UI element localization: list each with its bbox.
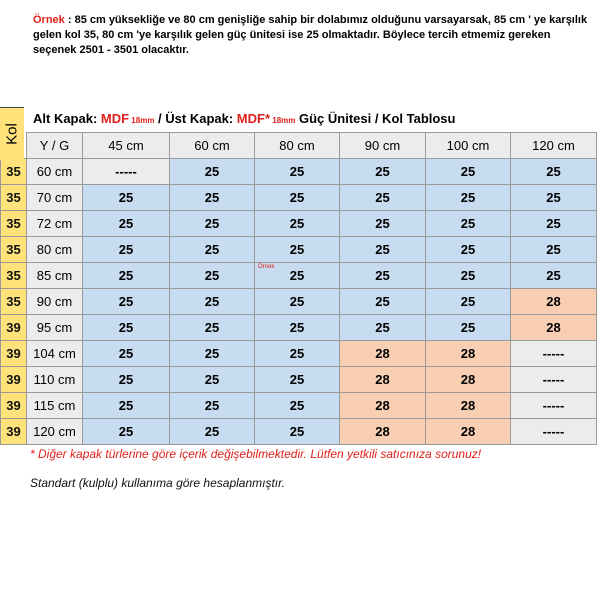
table-row (1, 185, 597, 211)
power-unit-cell: 25 (255, 237, 340, 263)
height-label: 72 cm (27, 211, 83, 237)
power-unit-cell: 25 (511, 159, 597, 185)
table-row (1, 419, 597, 445)
power-unit-cell: 25 (340, 315, 426, 341)
power-unit-cell: 25 (255, 289, 340, 315)
power-unit-cell: 25 (255, 315, 340, 341)
power-unit-cell: 25 (83, 367, 170, 393)
power-unit-cell: 25 (83, 393, 170, 419)
height-label: 85 cm (27, 263, 83, 289)
power-unit-cell: 28 (340, 367, 426, 393)
power-unit-cell: 25 (511, 237, 597, 263)
power-unit-cell: 25 (170, 289, 255, 315)
power-unit-cell: 25 (170, 263, 255, 289)
kol-value: 35 (1, 237, 27, 263)
power-unit-cell: 25 (170, 159, 255, 185)
power-unit-cell: 25 (340, 289, 426, 315)
title-alt-material: MDF (100, 111, 130, 126)
power-unit-cell: 28 (426, 341, 511, 367)
power-unit-cell: 25 (83, 315, 170, 341)
table-row (1, 159, 597, 185)
kol-value: 35 (1, 289, 27, 315)
kol-value: 35 (1, 211, 27, 237)
power-unit-cell: 25 (83, 237, 170, 263)
kol-value: 39 (1, 341, 27, 367)
column-header: 45 cm (83, 133, 170, 159)
power-unit-cell: 25 (83, 341, 170, 367)
power-unit-cell: 25 (83, 289, 170, 315)
power-unit-cell: 25 (255, 341, 340, 367)
power-unit-cell: 25 (255, 263, 340, 289)
disclaimer-note: * Diğer kapak türlerine göre içerik değişebilmektedir. Lütfen yetkili satıcınıza sorunuz! (30, 447, 482, 461)
power-unit-cell: 28 (511, 289, 597, 315)
power-unit-cell: 25 (426, 211, 511, 237)
power-unit-cell: 25 (170, 393, 255, 419)
power-unit-cell: 25 (170, 211, 255, 237)
height-label: 60 cm (27, 159, 83, 185)
power-unit-cell: 25 (340, 159, 426, 185)
column-header: 90 cm (340, 133, 426, 159)
power-unit-cell: 25 (426, 159, 511, 185)
kol-value: 39 (1, 419, 27, 445)
kol-value: 35 (1, 159, 27, 185)
table-row (1, 393, 597, 419)
power-unit-cell: ----- (511, 393, 597, 419)
height-label: 110 cm (27, 367, 83, 393)
height-label: 115 cm (27, 393, 83, 419)
power-unit-cell: 28 (511, 315, 597, 341)
table-row (1, 289, 597, 315)
power-unit-cell: 25 (511, 185, 597, 211)
standard-usage-note: Standart (kulplu) kullanıma göre hesaplanmıştır. (30, 476, 286, 490)
power-unit-cell: 25 (83, 263, 170, 289)
power-unit-cell: 28 (426, 419, 511, 445)
example-label: Örnek (33, 14, 65, 26)
column-header: 60 cm (170, 133, 255, 159)
power-unit-cell: 25 (83, 211, 170, 237)
power-unit-cell: 28 (426, 367, 511, 393)
height-label: 90 cm (27, 289, 83, 315)
power-unit-cell: 28 (340, 393, 426, 419)
power-unit-cell: 25 (170, 237, 255, 263)
power-unit-cell: 25 (255, 211, 340, 237)
title-alt-thickness: 18mm (129, 116, 155, 125)
power-unit-cell: 25 (426, 289, 511, 315)
kol-value: 35 (1, 263, 27, 289)
power-unit-cell: 25 (170, 341, 255, 367)
power-unit-cell: 25 (511, 211, 597, 237)
title-alt-label: Alt Kapak: (33, 111, 101, 126)
table-row (1, 211, 597, 237)
power-unit-cell: 25 (426, 263, 511, 289)
power-unit-cell: 25 (83, 185, 170, 211)
power-unit-cell: 25 (170, 185, 255, 211)
power-unit-cell: 25 (255, 393, 340, 419)
power-unit-cell: 28 (340, 341, 426, 367)
power-unit-cell: 25 (340, 237, 426, 263)
power-unit-cell: 25 (170, 315, 255, 341)
title-ust-thickness: 18mm (270, 116, 296, 125)
kol-value: 39 (1, 367, 27, 393)
title-ust-material: MDF* (236, 111, 271, 126)
power-unit-cell: ----- (511, 341, 597, 367)
power-unit-cell: 25 (255, 185, 340, 211)
power-unit-cell: 28 (426, 393, 511, 419)
power-unit-table (0, 132, 597, 445)
height-label: 120 cm (27, 419, 83, 445)
power-unit-cell: 25 (170, 419, 255, 445)
power-unit-cell: 25 (426, 185, 511, 211)
title-ust-label: / Üst Kapak: (154, 111, 237, 126)
height-label: 80 cm (27, 237, 83, 263)
example-marker: Örnek (258, 264, 275, 270)
example-paragraph (33, 13, 588, 58)
header-row (1, 133, 597, 159)
power-unit-cell: ----- (83, 159, 170, 185)
table-row (1, 367, 597, 393)
table-title (33, 111, 455, 126)
kol-value: 35 (1, 185, 27, 211)
kol-header-label: Kol (3, 123, 21, 145)
kol-column-header (0, 107, 24, 160)
column-header: 80 cm (255, 133, 340, 159)
power-unit-cell: 25 (255, 419, 340, 445)
power-unit-cell: 25 (170, 367, 255, 393)
example-text: : 85 cm yüksekliğe ve 80 cm genişliğe sahip bir dolabımız olduğunu varsayarsak, 85 cm ' ye karşılık gelen kol 35, 80 cm 'ye karşılık gelen güç ünitesi ise 25 olmaktadır. Böylece tercih etmemiz gereken seçenek 2501 - 3501 olacaktır. (33, 14, 588, 56)
power-unit-cell: 25 (340, 211, 426, 237)
power-unit-cell: 25 (426, 237, 511, 263)
height-label: 104 cm (27, 341, 83, 367)
power-unit-cell: 25 (340, 185, 426, 211)
table-row (1, 315, 597, 341)
column-header: 120 cm (511, 133, 597, 159)
height-label: 70 cm (27, 185, 83, 211)
power-unit-cell: 25 (426, 315, 511, 341)
table-row (1, 237, 597, 263)
table-row (1, 341, 597, 367)
power-unit-cell: ----- (511, 419, 597, 445)
power-unit-cell: 25 (340, 263, 426, 289)
table-row (1, 263, 597, 289)
power-unit-cell: 25 (255, 159, 340, 185)
column-header: 100 cm (426, 133, 511, 159)
height-label: 95 cm (27, 315, 83, 341)
power-unit-cell: 25 (511, 263, 597, 289)
power-unit-cell: 28 (340, 419, 426, 445)
corner-label: Y / G (27, 133, 83, 159)
kol-value: 39 (1, 393, 27, 419)
power-unit-cell: 25 (255, 367, 340, 393)
title-rest: Güç Ünitesi / Kol Tablosu (295, 111, 456, 126)
kol-value: 39 (1, 315, 27, 341)
power-unit-cell: 25 (83, 419, 170, 445)
power-unit-cell: ----- (511, 367, 597, 393)
